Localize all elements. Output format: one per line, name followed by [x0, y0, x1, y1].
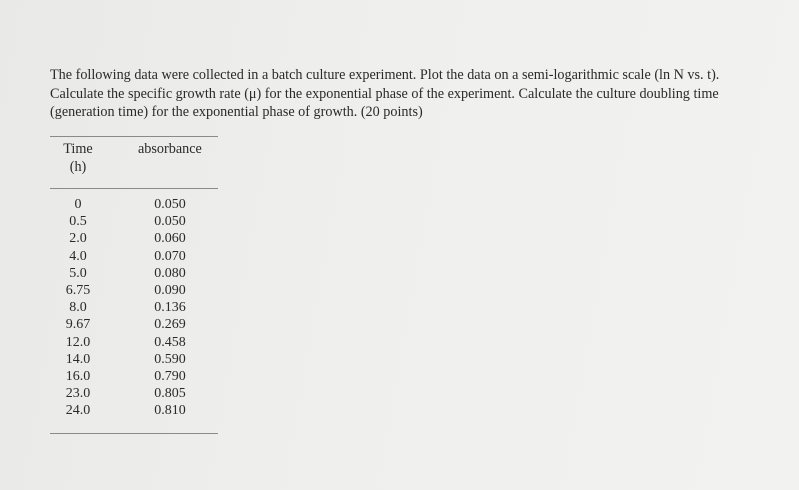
absorbance-cell: 0.790 — [154, 368, 186, 384]
absorbance-cell: 0.080 — [154, 265, 186, 281]
absorbance-cell: 0.050 — [154, 197, 186, 212]
absorbance-cell: 0.810 — [154, 403, 186, 419]
time-cell: 4.0 — [69, 248, 87, 264]
time-cell: 14.0 — [65, 351, 91, 367]
time-cell: 24.0 — [65, 403, 91, 419]
time-cell: 5.0 — [69, 265, 87, 281]
absorbance-cell: 0.805 — [154, 386, 186, 402]
absorbance-cell: 0.070 — [154, 248, 186, 264]
time-cell: 6.75 — [65, 282, 91, 298]
time-header-label: Time — [63, 141, 93, 157]
absorbance-cell: 0.590 — [154, 351, 186, 367]
table-bottom-rule — [50, 433, 218, 434]
time-column-header — [62, 140, 94, 176]
time-column — [58, 196, 98, 419]
absorbance-cell: 0.269 — [154, 317, 186, 333]
absorbance-cell: 0.050 — [154, 214, 186, 230]
time-cell: 2.0 — [69, 231, 87, 247]
absorbance-cell: 0.136 — [154, 300, 186, 316]
time-cell: 12.0 — [65, 334, 91, 350]
absorbance-column — [148, 196, 192, 419]
absorbance-cell: 0.060 — [154, 231, 186, 247]
time-cell: 9.67 — [65, 317, 91, 333]
time-cell: 8.0 — [69, 300, 87, 316]
table-top-rule — [50, 136, 218, 137]
table-header-rule — [50, 188, 218, 189]
time-cell: 16.0 — [65, 368, 91, 384]
absorbance-cell: 0.090 — [154, 282, 186, 298]
time-cell: 23.0 — [65, 386, 91, 402]
problem-statement: The following data were collected in a batch culture experiment. Plot the data on a semi-logarithmic scale (ln N vs. t). Calculate the specific growth rate (μ) for the exponential phase of the experiment. Calculate the culture doubling time (generation time) for the exponential phase of growth. (20 points) — [50, 67, 720, 120]
time-header-unit: (h) — [69, 159, 87, 175]
time-cell: 0 — [74, 197, 82, 212]
time-cell: 0.5 — [69, 214, 87, 230]
absorbance-column-header: absorbance — [138, 141, 202, 157]
absorbance-cell: 0.458 — [154, 334, 186, 350]
